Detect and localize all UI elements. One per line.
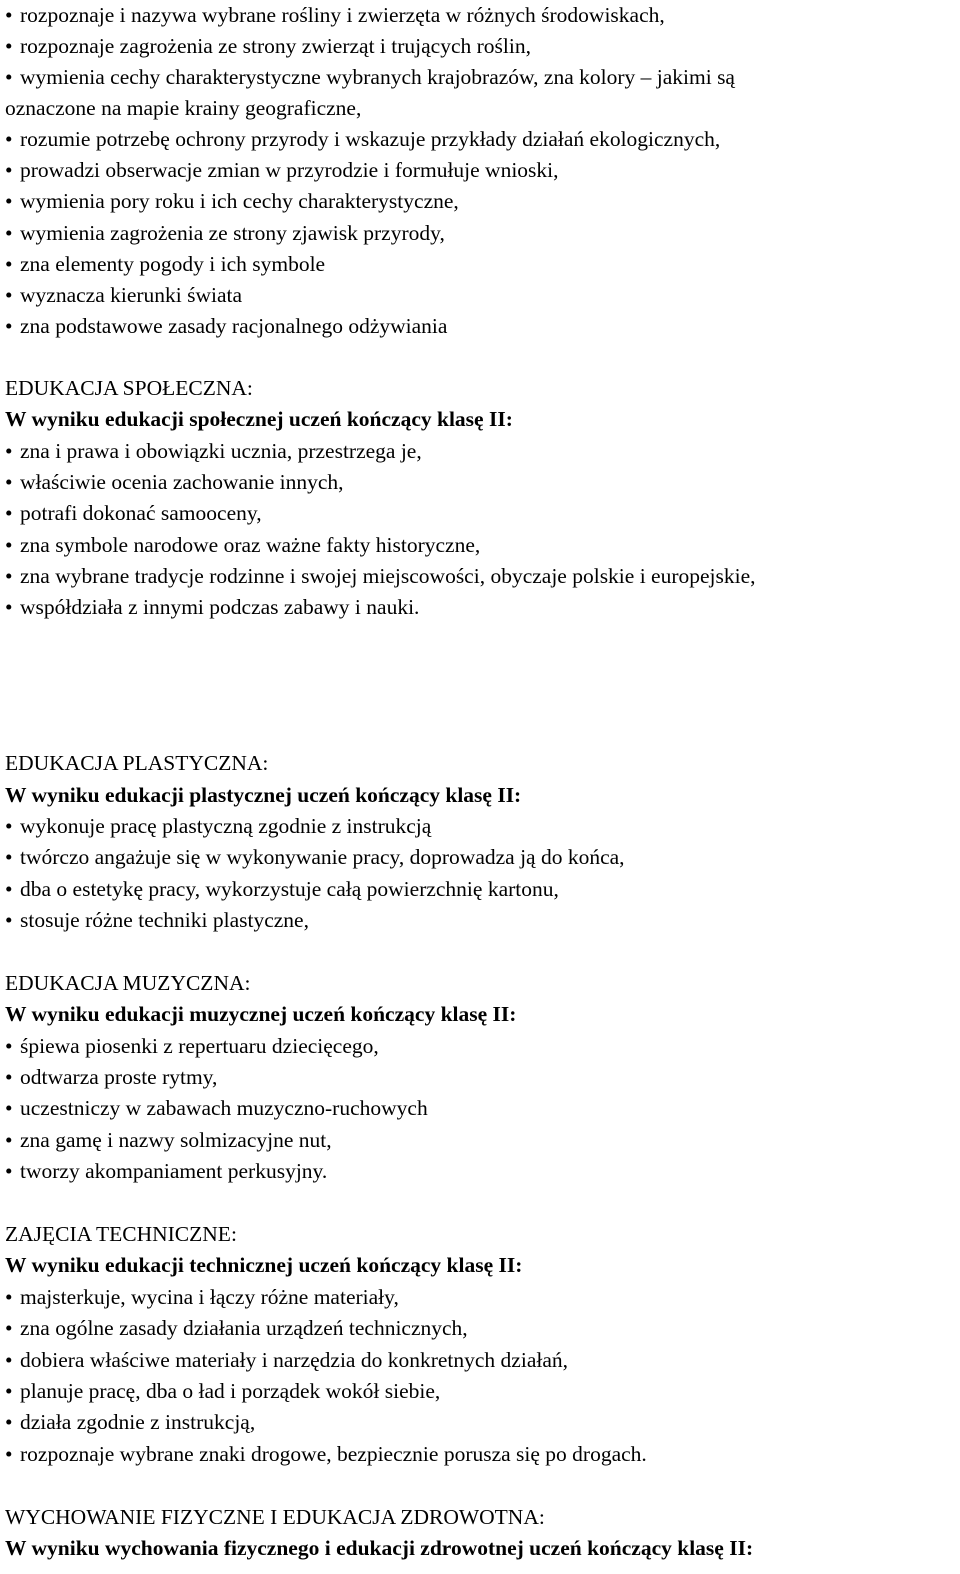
list-item: • wymienia zagrożenia ze strony zjawisk przyrody,: [5, 218, 445, 249]
list-item-continuation: oznaczone na mapie krainy geograficzne,: [5, 96, 362, 120]
list-item: • planuje pracę, dba o ład i porządek wokół siebie,: [5, 1376, 440, 1407]
list-item: • prowadzi obserwacje zmian w przyrodzie i formułuje wnioski,: [5, 155, 559, 186]
list-item: • dobiera właściwe materiały i narzędzia do konkretnych działań,: [5, 1345, 568, 1376]
section-heading-technical: ZAJĘCIA TECHNICZNE:: [5, 1222, 237, 1246]
section-heading-music: EDUKACJA MUZYCZNA:: [5, 971, 251, 995]
list-item: • zna i prawa i obowiązki ucznia, przestrzega je,: [5, 436, 422, 467]
list-item: • wymienia cechy charakterystyczne wybranych krajobrazów, zna kolory – jakimi są: [5, 62, 735, 93]
list-item: • działa zgodnie z instrukcją,: [5, 1407, 255, 1438]
list-item: • zna wybrane tradycje rodzinne i swojej miejscowości, obyczaje polskie i europejskie,: [5, 561, 756, 592]
list-item: • zna podstawowe zasady racjonalnego odżywiania: [5, 311, 447, 342]
list-item: • zna elementy pogody i ich symbole: [5, 249, 325, 280]
section-subtitle-technical: W wyniku edukacji technicznej uczeń kończący klasę II:: [5, 1253, 523, 1277]
list-item: • wykonuje pracę plastyczną zgodnie z instrukcją: [5, 811, 431, 842]
section-subtitle-pe: W wyniku wychowania fizycznego i edukacji zdrowotnej uczeń kończący klasę II:: [5, 1536, 754, 1560]
section-heading-pe: WYCHOWANIE FIZYCZNE I EDUKACJA ZDROWOTNA:: [5, 1505, 545, 1529]
section-subtitle-art: W wyniku edukacji plastycznej uczeń kończący klasę II:: [5, 783, 522, 807]
list-item: • uczestniczy w zabawach muzyczno-ruchowych: [5, 1093, 428, 1124]
list-item: • dba o estetykę pracy, wykorzystuje całą powierzchnię kartonu,: [5, 874, 559, 905]
list-item: • odtwarza proste rytmy,: [5, 1062, 217, 1093]
section-heading-social: EDUKACJA SPOŁECZNA:: [5, 376, 253, 400]
list-item: • rozpoznaje wybrane znaki drogowe, bezpiecznie porusza się po drogach.: [5, 1439, 647, 1470]
list-item: • zna ogólne zasady działania urządzeń technicznych,: [5, 1313, 468, 1344]
list-item: • wyznacza kierunki świata: [5, 280, 242, 311]
list-item: • rozpoznaje zagrożenia ze strony zwierząt i trujących roślin,: [5, 31, 531, 62]
section-subtitle-social: W wyniku edukacji społecznej uczeń kończący klasę II:: [5, 407, 513, 431]
list-item: • zna symbole narodowe oraz ważne fakty historyczne,: [5, 530, 480, 561]
list-item: • twórczo angażuje się w wykonywanie pracy, doprowadza ją do końca,: [5, 842, 625, 873]
list-item: • rozumie potrzebę ochrony przyrody i wskazuje przykłady działań ekologicznych,: [5, 124, 720, 155]
list-item: • zna gamę i nazwy solmizacyjne nut,: [5, 1125, 332, 1156]
list-item: • stosuje różne techniki plastyczne,: [5, 905, 309, 936]
section-heading-art: EDUKACJA PLASTYCZNA:: [5, 751, 269, 775]
list-item: • majsterkuje, wycina i łączy różne materiały,: [5, 1282, 399, 1313]
list-item: • wymienia pory roku i ich cechy charakterystyczne,: [5, 186, 459, 217]
list-item: • rozpoznaje i nazywa wybrane rośliny i zwierzęta w różnych środowiskach,: [5, 0, 665, 31]
list-item: • śpiewa piosenki z repertuaru dziecięcego,: [5, 1031, 379, 1062]
section-subtitle-music: W wyniku edukacji muzycznej uczeń kończący klasę II:: [5, 1002, 517, 1026]
list-item: • tworzy akompaniament perkusyjny.: [5, 1156, 327, 1187]
list-item: • współdziała z innymi podczas zabawy i nauki.: [5, 592, 419, 623]
list-item: • potrafi dokonać samooceny,: [5, 498, 262, 529]
list-item: • właściwie ocenia zachowanie innych,: [5, 467, 344, 498]
